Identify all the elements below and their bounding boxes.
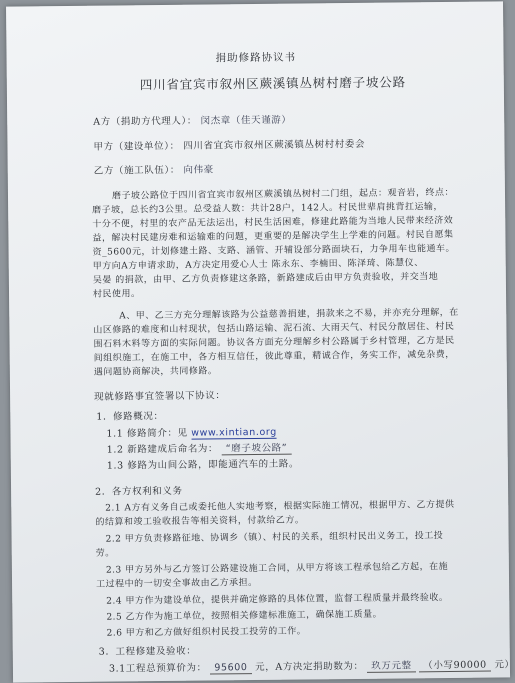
party-jia-label: 甲方（建设单位）： [93, 140, 180, 153]
p1-line: 村民使用。 [92, 289, 141, 300]
p1-line: 磨子坡公路位于四川省宜宾市叙州区蕨溪镇丛树村二门组，起点：观音岩，终点： [111, 187, 455, 202]
doc-title: 捐助修路协议书 [215, 51, 297, 65]
section-1-heading: 1．修路概况： [96, 410, 164, 423]
road-name-value: “磨子坡公路” [222, 443, 292, 456]
p2-line: A、甲、乙三方充分理解该路为公益慈善捐建，捐款来之不易，并亦充分理解，在 [119, 307, 459, 322]
p1-line: 十分不便，村里的农产品无法运出，村民生活困难，修建此路能为当地人民带来经济效 [92, 215, 454, 230]
section-2-line: 2.4 甲方作为建设单位，提供并确定修路的具体位置，监督工程质量并最终验收。 [106, 593, 449, 607]
party-a-line [93, 112, 291, 128]
section-3-1-suffix: 元） [494, 659, 515, 671]
party-jia-line [93, 136, 365, 153]
section-3-1 [109, 656, 515, 674]
section-2-line: 工过程中的一切安全事故由乙方承担。 [96, 577, 258, 590]
party-yi-label: 乙方（施工队伍）： [93, 164, 180, 177]
section-1-2-label: 1.2 新路建成后命名为： [106, 443, 219, 456]
section-1-3: 1.3 修路为山间公路，即能通汽车的土路。 [106, 458, 300, 472]
section-2-line: 劳。 [95, 548, 115, 559]
section-2-line: 2.3 甲方另外与乙方签订公路建设施工合同，从甲方将该工程承包给乙方起，在施 [105, 562, 449, 576]
section-1-1 [106, 424, 276, 440]
section-2-heading: 2．各方权利和义务 [95, 485, 183, 498]
budget-value: 95600 [210, 662, 251, 674]
p1-line: 吴晏 的捐款，由甲、乙方负责修建这条路，新路建成后由甲方负责验收，并交当地 [92, 272, 439, 286]
section-3-heading: 3．工程修建及验收： [98, 645, 197, 658]
section-1-1-label: 1.1 修路简介：见 [106, 427, 188, 440]
party-a-value: 闵杰章（佳天谨游） [200, 114, 292, 127]
party-yi-value: 向伟豪 [183, 164, 214, 176]
p1-line: 益，解决村民建房难和运输难的问题，更重要的是解决学生上学难的问题。村民自愿集 [92, 229, 454, 244]
agreement-intro: 现就修路事宜签署以下协议： [94, 390, 226, 403]
doc-subtitle: 四川省宜宾市叙州区蕨溪镇丛树村磨子坡公路 [139, 74, 406, 93]
p2-line: 遇问题协商解决，共同修路。 [93, 366, 218, 378]
p1-line: 磨子坡，总长约3公里。总受益人数：共计28户，142人。村民世辈肩挑背扛运输， [92, 202, 444, 216]
section-1-2 [107, 440, 292, 456]
section-2-line: 2.1 A方有义务自己或委托他人实地考察，根据实际施工情况，根据甲方、乙方提供 [105, 499, 455, 514]
p1-line: 甲方向A方申请求助，A方决定用爱心人士 陈永东、李楠田、陈泽琦、陈慧仪、 [92, 258, 424, 272]
party-yi-line [94, 161, 214, 176]
donation-amount: 玖万元整 [367, 660, 416, 673]
section-2-line: 2.6 甲方和乙方做好组织村民投工投劳的工作。 [106, 626, 307, 639]
section-3-1-label: 3.1工程总预算价为： [108, 662, 207, 675]
p2-line: 围石料木料等方面的实际问题。协议各方面充分理解乡村公路属于乡村管理，乙方是民 [93, 335, 455, 350]
p1-line: 资_5600元，计划修建土路、支路、涵管、开辅设部分路面块石，力争用车也能通车。 [92, 243, 456, 258]
section-2-line: 2.2 甲方负责修路征地、协调乡（镇）、村民的关系，组织村民出义务工，投工投 [105, 531, 444, 545]
p2-line: 山区修路的难度和山村现状，包括山路运输、泥石流、大雨天气、村民分散居住、村民 [93, 321, 455, 336]
donation-amount-lower: （小写90000 [419, 660, 491, 673]
document-page [6, 1, 515, 682]
p2-line: 间组织施工，在施工中，各方相互信任，彼此尊重，精诚合作，务实工作，减免杂费， [93, 349, 455, 364]
party-jia-value: 四川省宜宾市叙州区蕨溪镇丛树村村委会 [183, 138, 366, 152]
section-2-line: 的结算和竣工验收报告等相关资料，付款给乙方。 [95, 515, 305, 528]
section-2-line: 2.5 乙方作为施工单位，按照相关修建标准施工，确保施工质量。 [106, 609, 383, 623]
party-a-label: A方（捐助方代理人）： [93, 115, 197, 128]
website-link[interactable]: www.xintian.org [191, 426, 277, 439]
section-3-1-mid: 元，A方决定捐助数为： [255, 660, 364, 674]
